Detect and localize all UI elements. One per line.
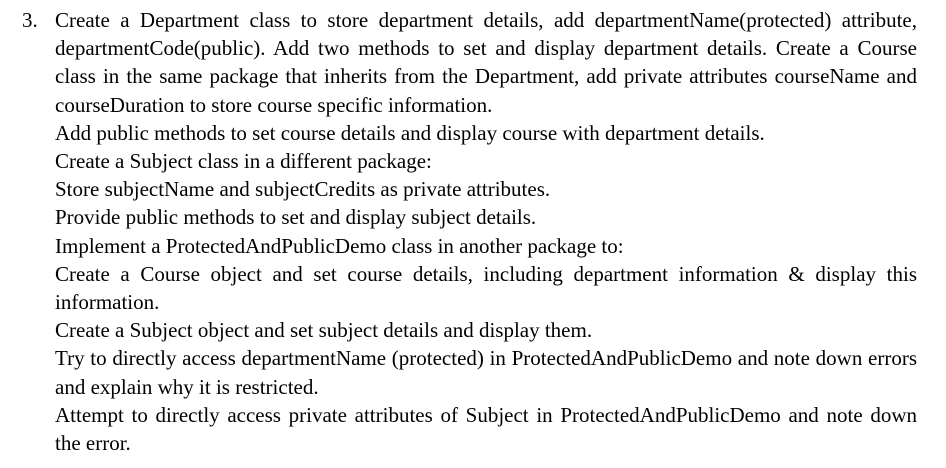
paragraph-subject-class: Create a Subject class in a different package: (55, 149, 432, 174)
paragraph-private-access: Attempt to directly access private attributes of Subject in ProtectedAndPublicDemo and note down the error. (55, 402, 917, 456)
paragraph-subject-methods: Provide public methods to set and display subject details. (55, 205, 537, 230)
paragraph-subject-attributes: Store subjectName and subjectCredits as private attributes. (55, 177, 551, 202)
paragraph-protected-access: Try to directly access departmentName (protected) in ProtectedAndPublicDemo and note down errors and explain why it is restricted. (55, 346, 917, 399)
paragraph-public-methods: Add public methods to set course details and display course with department details. (55, 120, 765, 145)
question-body (55, 6, 917, 457)
paragraph-subject-object: Create a Subject object and set subject details and display them. (55, 318, 593, 343)
question-number: 3. (22, 8, 38, 32)
paragraph-course-object: Create a Course object and set course details, including department information & display this information. (55, 261, 917, 315)
paragraph-department-course: Create a Department class to store department details, add departmentName(protected) attribute, departmentCode(public). Add two methods to set and display department details. Create a Course class in the same package that inherits from the Department, add private attributes courseName and courseDuration to store course specific information. (55, 8, 917, 117)
paragraph-demo-class: Implement a ProtectedAndPublicDemo class in another package to: (55, 233, 624, 258)
